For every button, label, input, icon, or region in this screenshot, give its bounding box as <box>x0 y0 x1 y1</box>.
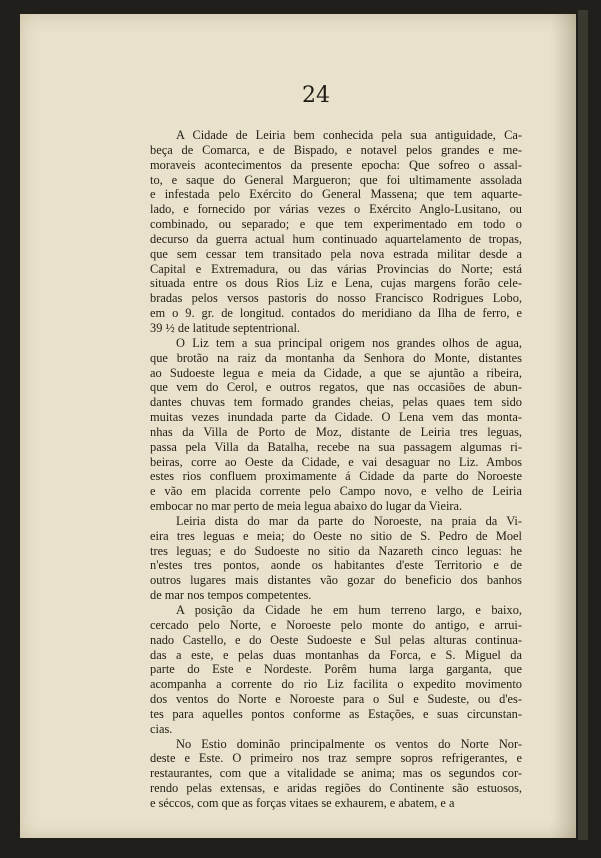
text-line: to, e saque do General Margueron; que foi ultimamente assolada <box>150 172 522 187</box>
text-line: ao Sudoeste legua e meia da Cidade, a que se ajuntão a ribeira, <box>150 365 522 380</box>
page-edge-shadow <box>550 14 576 838</box>
text-line: que sem cessar tem transitado pela nova estrada militar desde a <box>150 246 522 261</box>
text-line: rendo pelas extensas, e aridas regiões do Continente são estuosos, <box>150 781 522 796</box>
text-line: cercado pelo Norte, e Noroeste pelo monte do antigo, e arrui- <box>150 617 522 632</box>
text-line: restaurantes, com que a vitalidade se anima; mas os segundos cor- <box>150 766 522 781</box>
text-line: dantes chuvas tem formado grandes cheias, pelas quaes tem sido <box>150 395 522 410</box>
text-line: estes rios confluem proximamente á Cidade da parte do Noroeste <box>150 469 522 484</box>
text-line: acompanha a corrente do rio Liz facilita o expedito movimento <box>150 677 522 692</box>
text-line: eira tres leguas e meia; do Oeste no sitio de S. Pedro de Moel <box>150 528 522 543</box>
text-line: 39 ½ de latitude septentrional. <box>150 320 301 335</box>
text-line: bradas pelos versos pastoris do nosso Francisco Rodrigues Lobo, <box>150 291 522 306</box>
text-line: nado Castello, e do Oeste Sudoeste e Sul pelas alturas continua- <box>150 632 522 647</box>
text-line: das a este, e pelas duas montanhas da Forca, e S. Miguel da <box>150 647 522 662</box>
text-line: nhas da Villa de Porto de Moz, distante de Leiria tres leguas, <box>150 424 522 439</box>
paragraph <box>150 336 522 514</box>
text-line: n'estes tres pontos, aonde os habitantes d'este Territorio e de <box>150 558 522 573</box>
page-number: 24 <box>302 83 330 108</box>
text-line: e séccos, com que as forças vitaes se exhaurem, e abatem, e a <box>150 795 455 810</box>
body-text <box>150 128 522 811</box>
text-line: tres leguas; e do Sudoeste no sitio da Nazareth cinco leguas: he <box>150 543 522 558</box>
text-line: Leiria dista do mar da parte do Noroeste, na praia da Vi- <box>176 513 522 528</box>
text-line: combinado, ou separado; e que tem experimentado em todo o <box>150 217 522 232</box>
text-line: dos ventos do Norte e Noroeste para o Sul e Sudeste, ou d'es- <box>150 692 522 707</box>
text-line: A Cidade de Leiria bem conhecida pela sua antiguidade, Ca- <box>176 128 522 142</box>
text-line: parte do Este e Nordeste. Porêm huma larga garganta, que <box>150 662 522 677</box>
paragraph <box>150 128 522 336</box>
text-line: moraveis acontecimentos da presente epocha: Que sofreo o assal- <box>150 157 522 172</box>
text-line: tes para aquelles pontos conforme as Estações, e suas circunstan- <box>150 706 522 721</box>
text-line: passa pela Villa da Batalha, recebe na sua passagem algumas ri- <box>150 439 522 454</box>
text-line: A posição da Cidade he em hum terreno largo, e baixo, <box>176 603 522 617</box>
paragraph <box>150 514 522 603</box>
text-line: beiras, corre ao Oeste da Cidade, e vai desaguar no Liz. Ambos <box>150 454 522 469</box>
text-line: Capital e Extremadura, ou das várias Provincias do Norte; está <box>150 261 522 276</box>
paragraph <box>150 737 522 811</box>
text-line: que vem do Cerol, e outros regatos, que nas occasiões de abun- <box>150 380 522 395</box>
text-line: beça de Comarca, e de Bispado, e notavel pelos grandes e me- <box>150 142 522 157</box>
paragraph <box>150 603 522 737</box>
text-line: embocar no mar perto de meia legua abaixo do lugar da Vieira. <box>150 499 463 514</box>
text-line: e infestada pelo Exército do General Massena; que tem aquarte- <box>150 187 522 202</box>
text-line: decurso da guerra actual hum continuado aquartelamento de tropas, <box>150 231 522 246</box>
adjacent-page-edge <box>578 10 588 840</box>
text-line: que brotão na raiz da montanha da Senhora do Monte, distantes <box>150 350 522 365</box>
text-line: de mar nos tempos competentes. <box>150 588 312 603</box>
text-line: situada entre os dous Rios Liz e Lena, cujas margens forão cele- <box>150 276 522 291</box>
text-line: deste e Este. O primeiro nos traz sempre sopros refrigerantes, e <box>150 751 522 766</box>
text-line: em o 9. gr. de longitud. contados do meridiano da Ilha de ferro, e <box>150 306 522 321</box>
text-line: No Estio dominão principalmente os ventos do Norte Nor- <box>176 736 522 751</box>
text-line: e vão em placida corrente pelo Campo novo, e velho de Leiria <box>150 484 522 499</box>
text-line: O Liz tem a sua principal origem nos grandes olhos de agua, <box>176 335 522 350</box>
text-line: lado, e fornecido por várias vezes o Exército Anglo-Lusitano, ou <box>150 202 522 217</box>
text-line: cias. <box>150 721 173 736</box>
text-line: outros lugares mais distantes vão gozar do beneficio dos banhos <box>150 573 522 588</box>
text-line: muitas vezes inundada parte da Cidade. O Lena vem das monta- <box>150 410 522 425</box>
